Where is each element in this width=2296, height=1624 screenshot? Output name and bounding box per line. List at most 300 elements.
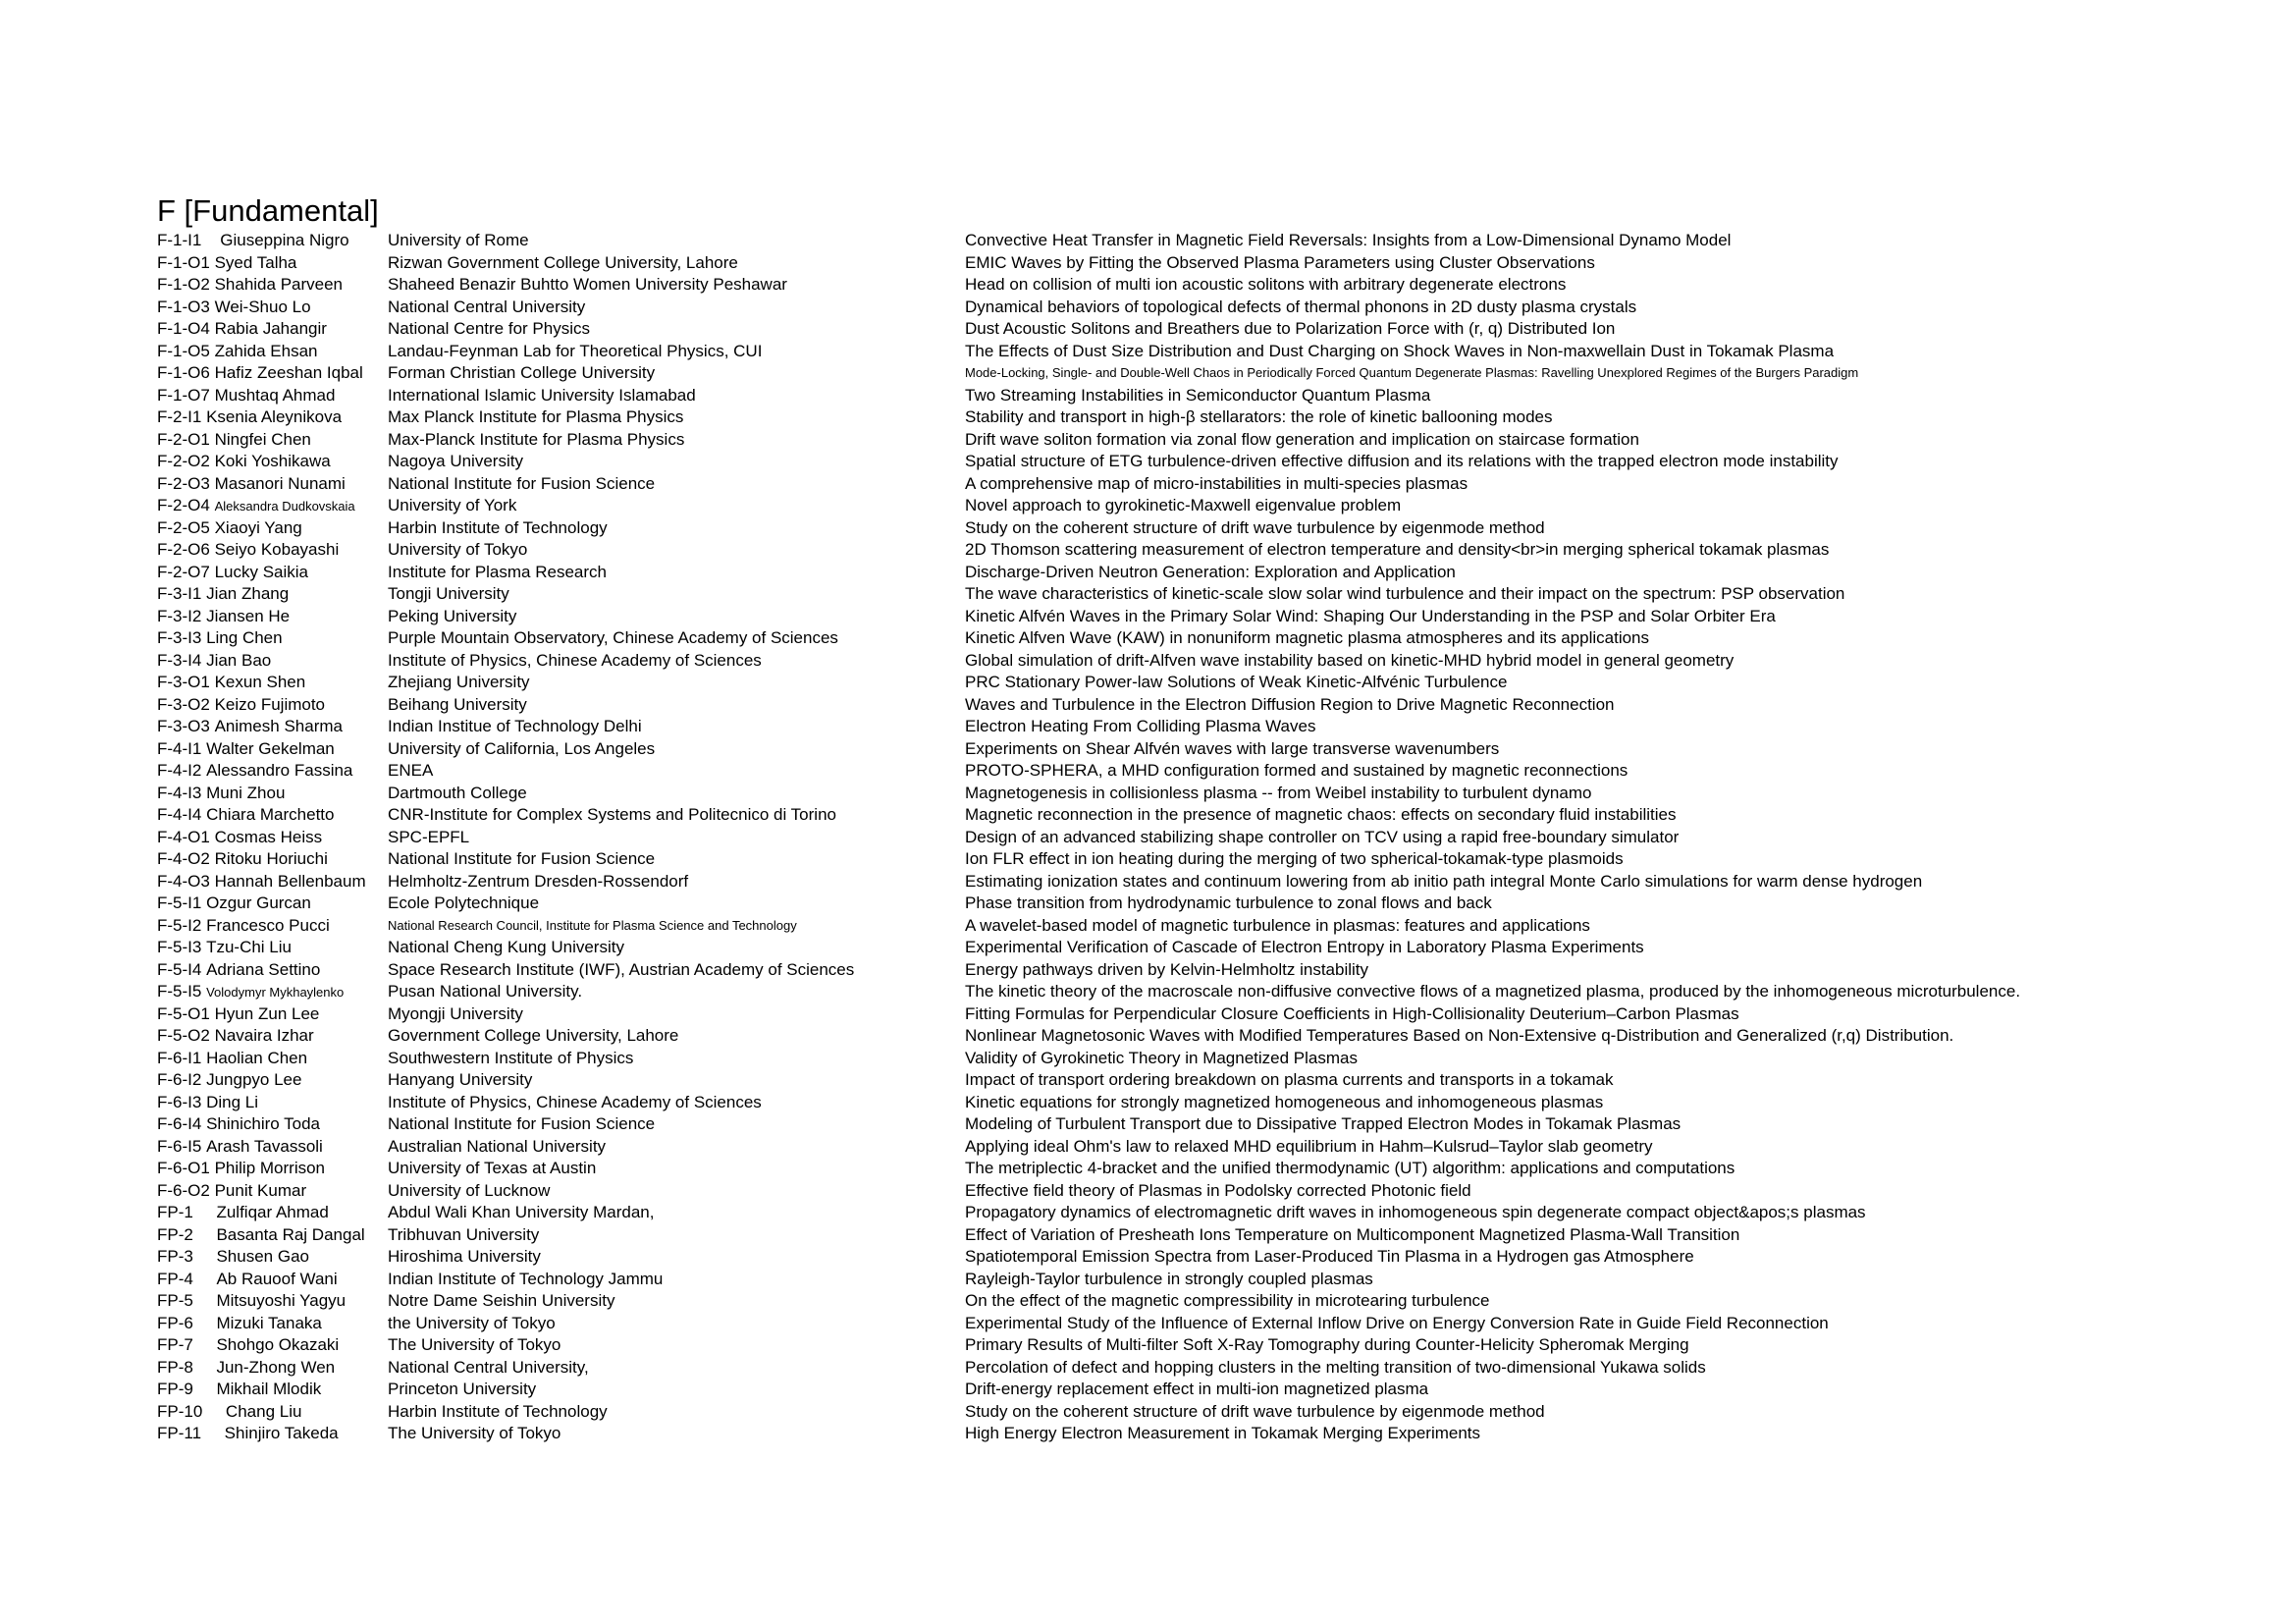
entry-id-author <box>157 672 305 694</box>
entry-id: F-2-O6 <box>157 540 210 559</box>
entry-id: F-4-O2 <box>157 849 210 868</box>
entry-title: Drift wave soliton formation via zonal flow generation and implication on staircase formation <box>965 429 1639 449</box>
entry-author: Koki Yoshikawa <box>214 452 331 470</box>
entry-title: Experimental Verification of Cascade of Electron Entropy in Laboratory Plasma Experiments <box>965 938 1644 956</box>
entry-id: FP-8 <box>157 1357 193 1377</box>
entry-author: Syed Talha <box>214 252 297 272</box>
entry-author: Tzu-Chi Liu <box>206 938 292 956</box>
table-row <box>157 495 2120 517</box>
entry-affiliation: University of California, Los Angeles <box>388 738 656 758</box>
entry-title: Spatiotemporal Emission Spectra from Laser-Produced Tin Plasma in a Hydrogen gas Atmosphere <box>965 1247 1694 1266</box>
entry-id: F-6-I3 <box>157 1092 202 1111</box>
entry-id: F-6-I4 <box>157 1114 202 1133</box>
entry-id-author <box>157 1092 258 1114</box>
entry-id-author <box>157 562 308 584</box>
entry-author: Basanta Raj Dangal <box>216 1224 365 1244</box>
entry-id: F-6-O1 <box>157 1159 210 1177</box>
table-row <box>157 473 2120 496</box>
section-title: F [Fundamental] <box>157 193 379 228</box>
entry-id-author <box>157 1334 339 1357</box>
entry-title: Nonlinear Magnetosonic Waves with Modified Temperatures Based on Non-Extensive q-Distribution and Generalized (r,q) Distribution. <box>965 1026 1954 1045</box>
entry-id: F-1-O4 <box>157 319 210 338</box>
entry-affiliation: Harbin Institute of Technology <box>388 517 608 537</box>
table-row <box>157 1136 2120 1159</box>
entry-author: Jungpyo Lee <box>206 1070 302 1089</box>
entry-title: Head on collision of multi ion acoustic solitons with arbitrary degenerate electrons <box>965 275 1567 294</box>
table-row <box>157 1003 2120 1026</box>
entry-title: Mode-Locking, Single- and Double-Well Chaos in Periodically Forced Quantum Degenerate Plasmas: Ravelling Unexplored Regimes of the Burgers Paradigm <box>965 365 1859 380</box>
entry-id: F-4-I1 <box>157 738 202 758</box>
entry-author: Animesh Sharma <box>214 717 343 735</box>
entry-id-author <box>157 341 317 363</box>
entry-id: FP-6 <box>157 1313 193 1332</box>
entry-id: FP-3 <box>157 1247 193 1266</box>
table-row <box>157 1224 2120 1247</box>
entry-affiliation: Institute of Physics, Chinese Academy of Sciences <box>388 1092 762 1111</box>
entry-id: F-2-O5 <box>157 517 210 537</box>
entry-affiliation: SPC-EPFL <box>388 827 470 846</box>
table-row <box>157 1401 2120 1424</box>
entry-affiliation: Pusan National University. <box>388 982 583 1001</box>
entry-title: Kinetic Alfvén Waves in the Primary Solar Wind: Shaping Our Understanding in the PSP and Solar Orbiter Era <box>965 606 1776 625</box>
entry-id-author <box>157 362 363 385</box>
entry-author: Ab Rauoof Wani <box>216 1269 338 1288</box>
entry-author: Zahida Ehsan <box>214 341 318 360</box>
table-row <box>157 1113 2120 1136</box>
entry-id: F-5-I2 <box>157 915 202 935</box>
entry-id-author <box>157 1003 319 1026</box>
entry-author: Punit Kumar <box>214 1180 307 1200</box>
entry-id-author <box>157 1357 335 1380</box>
entry-author: Masanori Nunami <box>214 473 346 493</box>
entry-title: Electron Heating From Colliding Plasma Waves <box>965 717 1316 735</box>
entry-affiliation: Notre Dame Seishin University <box>388 1291 615 1310</box>
table-row <box>157 539 2120 562</box>
entry-title: A wavelet-based model of magnetic turbulence in plasmas: features and applications <box>965 915 1590 935</box>
entry-affiliation: University of Rome <box>388 231 529 249</box>
entry-author: Hyun Zun Lee <box>214 1003 320 1023</box>
entry-affiliation: National Research Council, Institute for Plasma Science and Technology <box>388 917 797 933</box>
entry-affiliation: National Cheng Kung University <box>388 938 624 956</box>
table-row <box>157 606 2120 628</box>
entry-id-author <box>157 804 334 827</box>
entry-affiliation: Tongji University <box>388 584 509 603</box>
entry-author: Wei-Shuo Lo <box>214 297 311 316</box>
table-row <box>157 1357 2120 1380</box>
entry-title: Experimental Study of the Influence of External Inflow Drive on Energy Conversion Rate in Guide Field Reconnection <box>965 1313 1829 1332</box>
entry-id: FP-5 <box>157 1291 193 1310</box>
entry-title: Convective Heat Transfer in Magnetic Field Reversals: Insights from a Low-Dimensional Dynamo Model <box>965 231 1732 249</box>
table-row <box>157 937 2120 959</box>
entry-author: Mizuki Tanaka <box>216 1313 322 1332</box>
entry-affiliation: National Institute for Fusion Science <box>388 473 656 493</box>
entry-id-author <box>157 1180 306 1203</box>
entry-author: Mitsuyoshi Yagyu <box>216 1291 347 1310</box>
entry-id: FP-10 <box>157 1401 203 1421</box>
table-row <box>157 297 2120 319</box>
entry-affiliation: Government College University, Lahore <box>388 1026 679 1045</box>
table-row <box>157 517 2120 540</box>
entry-affiliation: Beihang University <box>388 694 527 714</box>
entry-title: A comprehensive map of micro-instabilities in multi-species plasmas <box>965 473 1468 493</box>
entry-title: Waves and Turbulence in the Electron Diffusion Region to Drive Magnetic Reconnection <box>965 694 1615 714</box>
entry-id-author <box>157 1269 338 1291</box>
entry-id-author <box>157 1136 323 1159</box>
table-row <box>157 959 2120 982</box>
entry-id-author <box>157 318 327 341</box>
entry-author: Mushtaq Ahmad <box>214 385 336 405</box>
entry-id: F-5-O1 <box>157 1003 210 1023</box>
entry-title: Kinetic Alfven Wave (KAW) in nonuniform magnetic plasma atmospheres and its applications <box>965 628 1650 647</box>
entry-affiliation: Australian National University <box>388 1136 607 1156</box>
entry-id: F-3-I1 <box>157 584 202 603</box>
table-row <box>157 341 2120 363</box>
entry-id: F-1-O2 <box>157 275 210 294</box>
entry-title: The Effects of Dust Size Distribution and Dust Charging on Shock Waves in Non-maxwellain Dust in Tokamak Plasma <box>965 341 1835 360</box>
table-row <box>157 1423 2120 1445</box>
entry-author: Jian Zhang <box>206 584 290 603</box>
table-row <box>157 827 2120 849</box>
entry-author: Aleksandra Dudkovskaia <box>214 499 355 514</box>
entry-author: Arash Tavassoli <box>206 1136 323 1156</box>
entry-affiliation: Southwestern Institute of Physics <box>388 1048 634 1067</box>
entry-author: Ritoku Horiuchi <box>214 849 328 868</box>
entry-affiliation: University of Texas at Austin <box>388 1159 597 1177</box>
table-row <box>157 738 2120 761</box>
table-row <box>157 627 2120 650</box>
entry-id-author <box>157 1290 346 1313</box>
table-row <box>157 1334 2120 1357</box>
entry-affiliation: Zhejiang University <box>388 673 530 691</box>
entry-id-author <box>157 429 311 452</box>
entry-affiliation: Abdul Wali Khan University Mardan, <box>388 1203 655 1221</box>
entry-affiliation: University of York <box>388 496 517 514</box>
table-row <box>157 1246 2120 1269</box>
entry-title: The metriplectic 4-bracket and the unified thermodynamic (UT) algorithm: applications and computations <box>965 1159 1735 1177</box>
table-row <box>157 716 2120 738</box>
entry-id-author <box>157 406 342 429</box>
entry-affiliation: Princeton University <box>388 1380 537 1398</box>
entry-id: F-1-O6 <box>157 363 210 382</box>
entry-id: F-1-O5 <box>157 341 210 360</box>
entry-title: Applying ideal Ohm's law to relaxed MHD equilibrium in Hahm–Kulsrud–Taylor slab geometry <box>965 1136 1653 1156</box>
entry-affiliation: Tribhuvan University <box>388 1224 540 1244</box>
entry-id: F-4-I4 <box>157 805 202 824</box>
entry-affiliation: National Institute for Fusion Science <box>388 1114 656 1133</box>
entry-affiliation: Forman Christian College University <box>388 363 656 382</box>
entry-id-author <box>157 716 343 738</box>
entry-title: Experiments on Shear Alfvén waves with large transverse wavenumbers <box>965 738 1500 758</box>
entry-id-author <box>157 783 285 805</box>
entry-id-author <box>157 650 271 673</box>
entry-id: F-2-O3 <box>157 473 210 493</box>
entry-id: F-3-O3 <box>157 717 210 735</box>
entry-author: Shohgo Okazaki <box>216 1335 340 1354</box>
entry-title: Discharge-Driven Neutron Generation: Exploration and Application <box>965 562 1456 581</box>
entry-author: Ling Chen <box>206 628 283 647</box>
entry-id-author <box>157 627 283 650</box>
entry-affiliation: University of Lucknow <box>388 1180 551 1200</box>
entry-title: High Energy Electron Measurement in Tokamak Merging Experiments <box>965 1424 1481 1442</box>
entry-title: Two Streaming Instabilities in Semiconductor Quantum Plasma <box>965 385 1431 405</box>
entry-id-author <box>157 981 344 1004</box>
entry-author: Seiyo Kobayashi <box>214 540 340 559</box>
entry-id: F-1-O1 <box>157 252 210 272</box>
entry-id-author <box>157 915 330 938</box>
entry-author: Alessandro Fassina <box>206 761 353 780</box>
table-row <box>157 893 2120 915</box>
entry-title: Stability and transport in high-β stellarators: the role of kinetic ballooning modes <box>965 407 1553 426</box>
table-row <box>157 672 2120 694</box>
entry-affiliation: Hiroshima University <box>388 1247 541 1266</box>
entry-author: Shusen Gao <box>216 1247 309 1266</box>
entry-title: Study on the coherent structure of drift wave turbulence by eigenmode method <box>965 1401 1545 1421</box>
table-row <box>157 760 2120 783</box>
entry-id-author <box>157 1048 307 1070</box>
table-row <box>157 804 2120 827</box>
entry-id: F-4-O3 <box>157 871 210 891</box>
entry-title: Phase transition from hydrodynamic turbulence to zonal flows and back <box>965 893 1492 912</box>
entry-title: Dynamical behaviors of topological defects of thermal phonons in 2D dusty plasma crystals <box>965 297 1637 316</box>
table-row <box>157 1290 2120 1313</box>
entry-id: F-1-I1 <box>157 231 202 249</box>
entry-title: Magnetogenesis in collisionless plasma -- from Weibel instability to turbulent dynamo <box>965 783 1592 802</box>
entry-affiliation: The University of Tokyo <box>388 1335 561 1354</box>
entry-id: F-5-I1 <box>157 893 202 912</box>
entry-author: Ding Li <box>206 1092 258 1111</box>
entry-id-author <box>157 1313 322 1335</box>
entry-id-author <box>157 738 335 761</box>
entry-affiliation: Institute of Physics, Chinese Academy of Sciences <box>388 650 762 670</box>
entry-affiliation: CNR-Institute for Complex Systems and Politecnico di Torino <box>388 805 836 824</box>
entry-id: F-5-I5 <box>157 982 202 1001</box>
entry-id: F-2-O1 <box>157 429 210 449</box>
entry-affiliation: the University of Tokyo <box>388 1313 556 1332</box>
entry-author: Mikhail Mlodik <box>216 1380 322 1398</box>
entry-author: Lucky Saikia <box>214 562 309 581</box>
entry-author: Walter Gekelman <box>206 738 335 758</box>
entry-id: F-4-I3 <box>157 783 202 802</box>
entry-author: Haolian Chen <box>206 1048 308 1067</box>
entry-id-author <box>157 1113 320 1136</box>
table-row <box>157 783 2120 805</box>
entry-id-author <box>157 539 339 562</box>
entry-author: Hafiz Zeeshan Iqbal <box>214 363 363 382</box>
entry-id-author <box>157 848 328 871</box>
entry-id-author <box>157 451 331 473</box>
entry-author: Giuseppina Nigro <box>220 231 349 249</box>
entry-title: The kinetic theory of the macroscale non-diffusive convective flows of a magnetized plasma, produced by the inhomogeneous microturbulence. <box>965 982 2021 1001</box>
entry-title: Kinetic equations for strongly magnetized homogeneous and inhomogeneous plasmas <box>965 1092 1604 1111</box>
entry-affiliation: ENEA <box>388 761 434 780</box>
entry-author: Xiaoyi Yang <box>214 517 302 537</box>
entry-id: F-6-O2 <box>157 1180 210 1200</box>
table-row <box>157 274 2120 297</box>
entry-id: FP-11 <box>157 1424 202 1442</box>
entry-title: Primary Results of Multi-filter Soft X-Ray Tomography during Counter-Helicity Spheromak Merging <box>965 1335 1689 1354</box>
entry-id-author <box>157 694 325 717</box>
entry-affiliation: National Institute for Fusion Science <box>388 849 656 868</box>
entry-id: F-3-O1 <box>157 673 210 691</box>
entry-title: Effective field theory of Plasmas in Podolsky corrected Photonic field <box>965 1180 1471 1200</box>
entry-title: PRC Stationary Power-law Solutions of Weak Kinetic-Alfvénic Turbulence <box>965 673 1508 691</box>
entry-title: Spatial structure of ETG turbulence-driven effective diffusion and its relations with the trapped electron mode instability <box>965 452 1839 470</box>
entry-affiliation: The University of Tokyo <box>388 1424 561 1442</box>
table-row <box>157 252 2120 275</box>
entry-id-author <box>157 760 352 783</box>
table-row <box>157 1313 2120 1335</box>
entry-affiliation: National Central University, <box>388 1357 589 1377</box>
entry-author: Philip Morrison <box>214 1159 326 1177</box>
entry-author: Ksenia Aleynikova <box>206 407 343 426</box>
table-row <box>157 1180 2120 1203</box>
entry-author: Kexun Shen <box>214 673 306 691</box>
entry-id-author <box>157 1401 301 1424</box>
entry-author: Shahida Parveen <box>214 275 344 294</box>
entry-affiliation: International Islamic University Islamabad <box>388 385 696 405</box>
entry-author: Volodymyr Mykhaylenko <box>206 985 345 1000</box>
entry-affiliation: Space Research Institute (IWF), Austrian Academy of Sciences <box>388 959 855 979</box>
table-row <box>157 871 2120 893</box>
entry-author: Ningfei Chen <box>214 429 311 449</box>
entry-author: Muni Zhou <box>206 783 286 802</box>
entry-affiliation: Ecole Polytechnique <box>388 893 540 912</box>
entries-list <box>157 230 2120 1445</box>
entry-id: FP-2 <box>157 1224 193 1244</box>
table-row <box>157 1202 2120 1224</box>
entry-affiliation: Purple Mountain Observatory, Chinese Academy of Sciences <box>388 628 838 647</box>
entry-affiliation: Max Planck Institute for Plasma Physics <box>388 407 684 426</box>
entry-affiliation: Myongji University <box>388 1003 523 1023</box>
table-row <box>157 1048 2120 1070</box>
entry-id-author <box>157 893 311 915</box>
entry-title: The wave characteristics of kinetic-scale slow solar wind turbulence and their impact on the spectrum: PSP observation <box>965 584 1845 603</box>
entry-author: Francesco Pucci <box>206 915 330 935</box>
entry-id-author <box>157 871 366 893</box>
table-row <box>157 230 2120 252</box>
entry-id: F-5-I4 <box>157 959 202 979</box>
entry-affiliation: Rizwan Government College University, Lahore <box>388 252 738 272</box>
entry-title: Dust Acoustic Solitons and Breathers due to Polarization Force with (r, q) Distributed Ion <box>965 319 1616 338</box>
entry-id: F-3-I4 <box>157 650 202 670</box>
entry-title: Novel approach to gyrokinetic-Maxwell eigenvalue problem <box>965 496 1402 514</box>
entry-id-author <box>157 517 302 540</box>
entry-id-author <box>157 606 290 628</box>
entry-id-author <box>157 583 289 606</box>
entry-id: F-3-O2 <box>157 694 210 714</box>
entry-author: Jiansen He <box>206 606 291 625</box>
entry-author: Shinjiro Takeda <box>224 1424 339 1442</box>
entry-id-author <box>157 1246 309 1269</box>
entry-author: Shinichiro Toda <box>206 1114 321 1133</box>
table-row <box>157 1269 2120 1291</box>
entry-id-author <box>157 495 355 518</box>
entry-author: Jun-Zhong Wen <box>216 1357 336 1377</box>
entry-id-author <box>157 274 343 297</box>
entry-title: Drift-energy replacement effect in multi-ion magnetized plasma <box>965 1380 1429 1398</box>
entry-id: F-3-I2 <box>157 606 202 625</box>
entry-id-author <box>157 1423 339 1445</box>
entry-id: F-2-O7 <box>157 562 210 581</box>
entry-id-author <box>157 827 322 849</box>
entry-author: Adriana Settino <box>206 959 321 979</box>
entry-id: F-1-O3 <box>157 297 210 316</box>
entry-id: F-5-I3 <box>157 938 202 956</box>
entry-id: F-5-O2 <box>157 1026 210 1045</box>
entry-title: Propagatory dynamics of electromagnetic drift waves in inhomogeneous spin degenerate compact object&apos;s plasmas <box>965 1203 1866 1221</box>
table-row <box>157 562 2120 584</box>
entry-affiliation: Nagoya University <box>388 452 523 470</box>
entry-author: Chang Liu <box>225 1401 302 1421</box>
entry-author: Ozgur Gurcan <box>206 893 311 912</box>
entry-id-author <box>157 1069 301 1092</box>
entry-id-author <box>157 1379 321 1401</box>
entry-id-author <box>157 1202 329 1224</box>
entry-id: F-2-O2 <box>157 452 210 470</box>
table-row <box>157 848 2120 871</box>
entry-title: Impact of transport ordering breakdown on plasma currents and transports in a tokamak <box>965 1070 1614 1089</box>
entry-id: FP-4 <box>157 1269 193 1288</box>
entry-id-author <box>157 937 292 959</box>
entry-title: EMIC Waves by Fitting the Observed Plasma Parameters using Cluster Observations <box>965 252 1595 272</box>
table-row <box>157 451 2120 473</box>
entry-title: On the effect of the magnetic compressibility in microtearing turbulence <box>965 1291 1490 1310</box>
entry-affiliation: Peking University <box>388 606 517 625</box>
entry-author: Hannah Bellenbaum <box>214 871 366 891</box>
entry-author: Zulfiqar Ahmad <box>216 1203 329 1221</box>
table-row <box>157 694 2120 717</box>
table-row <box>157 362 2120 385</box>
entry-id: F-1-O7 <box>157 385 210 405</box>
entry-affiliation: National Centre for Physics <box>388 319 590 338</box>
entry-title: Design of an advanced stabilizing shape controller on TCV using a rapid free-boundary simulator <box>965 827 1680 846</box>
entry-id: F-2-I1 <box>157 407 202 426</box>
entry-title: Magnetic reconnection in the presence of magnetic chaos: effects on secondary fluid instabilities <box>965 805 1677 824</box>
entry-title: Global simulation of drift-Alfven wave instability based on kinetic-MHD hybrid model in general geometry <box>965 650 1735 670</box>
entry-title: Effect of Variation of Presheath Ions Temperature on Multicomponent Magnetized Plasma-Wall Transition <box>965 1224 1740 1244</box>
entry-title: Validity of Gyrokinetic Theory in Magnetized Plasmas <box>965 1048 1358 1067</box>
entry-affiliation: Institute for Plasma Research <box>388 562 607 581</box>
entry-id: F-2-O4 <box>157 496 210 514</box>
entry-author: Cosmas Heiss <box>214 827 323 846</box>
entry-id-author <box>157 1158 325 1180</box>
entry-author: Navaira Izhar <box>214 1026 314 1045</box>
entry-id: F-4-I2 <box>157 761 202 780</box>
entry-id-author <box>157 385 335 407</box>
entry-title: Rayleigh-Taylor turbulence in strongly coupled plasmas <box>965 1269 1373 1288</box>
entry-title: Ion FLR effect in ion heating during the merging of two spherical-tokamak-type plasmoids <box>965 849 1624 868</box>
entry-author: Chiara Marchetto <box>206 805 335 824</box>
table-row <box>157 406 2120 429</box>
entry-id: FP-9 <box>157 1380 193 1398</box>
entry-title: Modeling of Turbulent Transport due to Dissipative Trapped Electron Modes in Tokamak Plasmas <box>965 1114 1682 1133</box>
entry-title: PROTO-SPHERA, a MHD configuration formed and sustained by magnetic reconnections <box>965 761 1629 780</box>
entry-affiliation: Max-Planck Institute for Plasma Physics <box>388 429 685 449</box>
entry-author: Keizo Fujimoto <box>214 694 326 714</box>
entry-affiliation: Hanyang University <box>388 1070 533 1089</box>
entry-title: Estimating ionization states and continuum lowering from ab initio path integral Monte Carlo simulations for warm dense hydrogen <box>965 871 1923 891</box>
entry-affiliation: University of Tokyo <box>388 540 528 559</box>
entry-title: Percolation of defect and hopping clusters in the melting transition of two-dimensional Yukawa solids <box>965 1357 1706 1377</box>
entry-id: F-6-I1 <box>157 1048 202 1067</box>
entry-id-author <box>157 959 320 982</box>
entry-author: Jian Bao <box>206 650 272 670</box>
table-row <box>157 1158 2120 1180</box>
entry-affiliation: Landau-Feynman Lab for Theoretical Physics, CUI <box>388 341 763 360</box>
entry-id: F-3-I3 <box>157 628 202 647</box>
entry-title: 2D Thomson scattering measurement of electron temperature and density<br>in merging spherical tokamak plasmas <box>965 540 1830 559</box>
table-row <box>157 1069 2120 1092</box>
